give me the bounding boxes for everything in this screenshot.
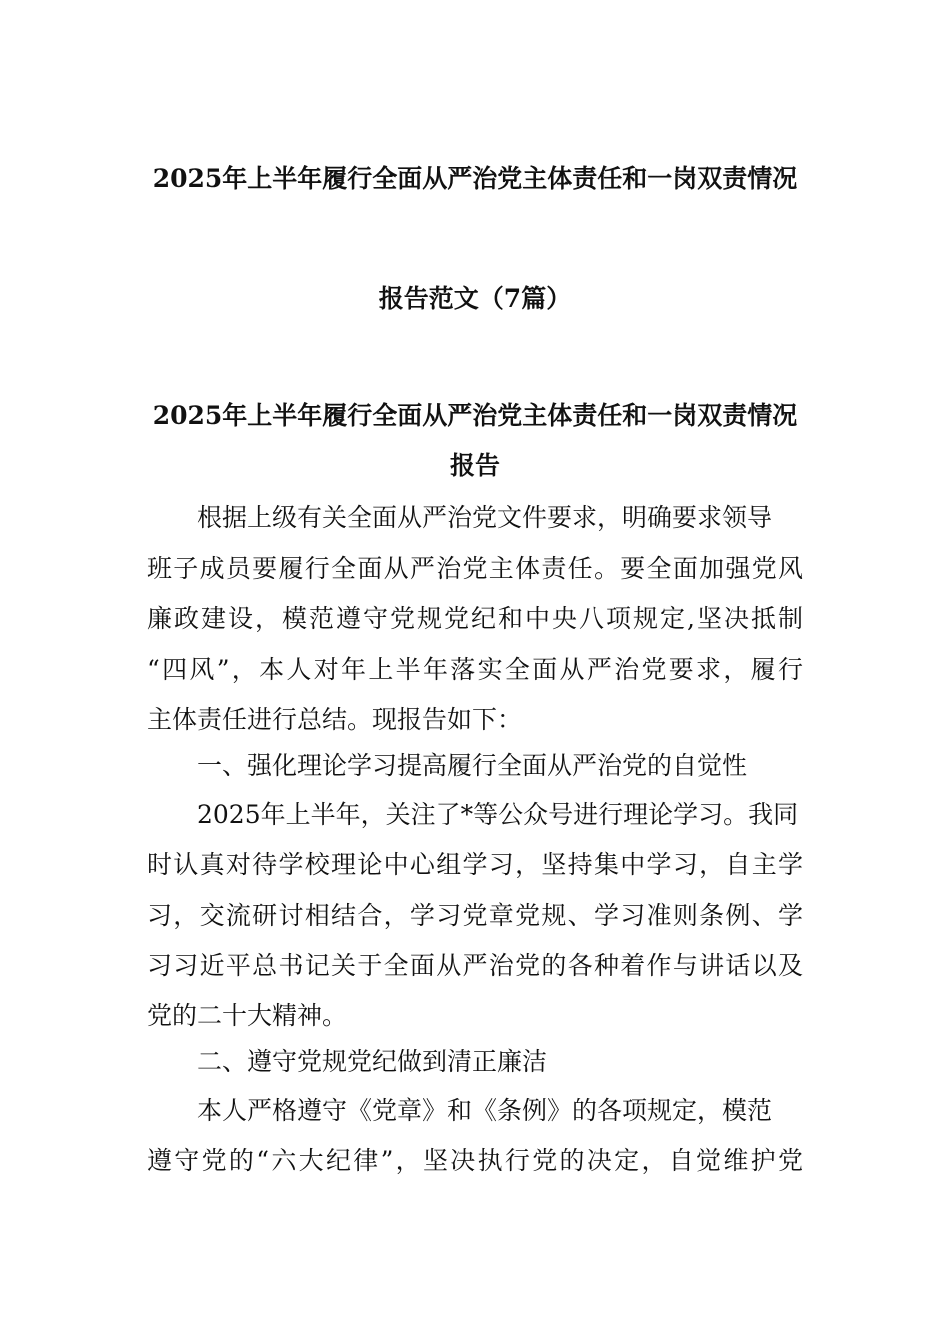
paragraph-line: 2025年上半年，关注了*等公众号进行理论学习。我同	[197, 800, 799, 829]
section-title-line-1: 2025年上半年履行全面从严治党主体责任和一岗双责情况	[152, 401, 798, 430]
paragraph-line: 根据上级有关全面从严治党文件要求，明确要求领导	[197, 503, 773, 532]
heading-one: 一、强化理论学习提高履行全面从严治党的自觉性	[197, 751, 748, 780]
paragraph-line: 主体责任进行总结。现报告如下：	[147, 705, 523, 734]
paragraph-line: 廉政建设，模范遵守党规党纪和中央八项规定,坚决抵制	[147, 604, 803, 633]
paragraph-line: 习习近平总书记关于全面从严治党的各种着作与讲话以及	[147, 951, 803, 980]
paragraph-line: 习，交流研讨相结合，学习党章党规、学习准则条例、学	[147, 901, 803, 930]
document-title-line-2: 报告范文（7篇）	[378, 284, 572, 313]
document-title-line-1: 2025年上半年履行全面从严治党主体责任和一岗双责情况	[152, 164, 798, 193]
paragraph-line: 党的二十大精神。	[147, 1001, 348, 1030]
section-title-line-2: 报告	[449, 451, 500, 480]
paragraph-line: 本人严格遵守《党章》和《条例》的各项规定，模范	[197, 1096, 773, 1125]
heading-two: 二、遵守党规党纪做到清正廉洁	[197, 1047, 548, 1076]
paragraph-line: 遵守党的“六大纪律”，坚决执行党的决定，自觉维护党	[147, 1146, 803, 1175]
paragraph-line: 班子成员要履行全面从严治党主体责任。要全面加强党风	[147, 554, 803, 583]
paragraph-line: “四风”，本人对年上半年落实全面从严治党要求，履行	[147, 655, 803, 684]
paragraph-line: 时认真对待学校理论中心组学习，坚持集中学习，自主学	[147, 850, 803, 879]
